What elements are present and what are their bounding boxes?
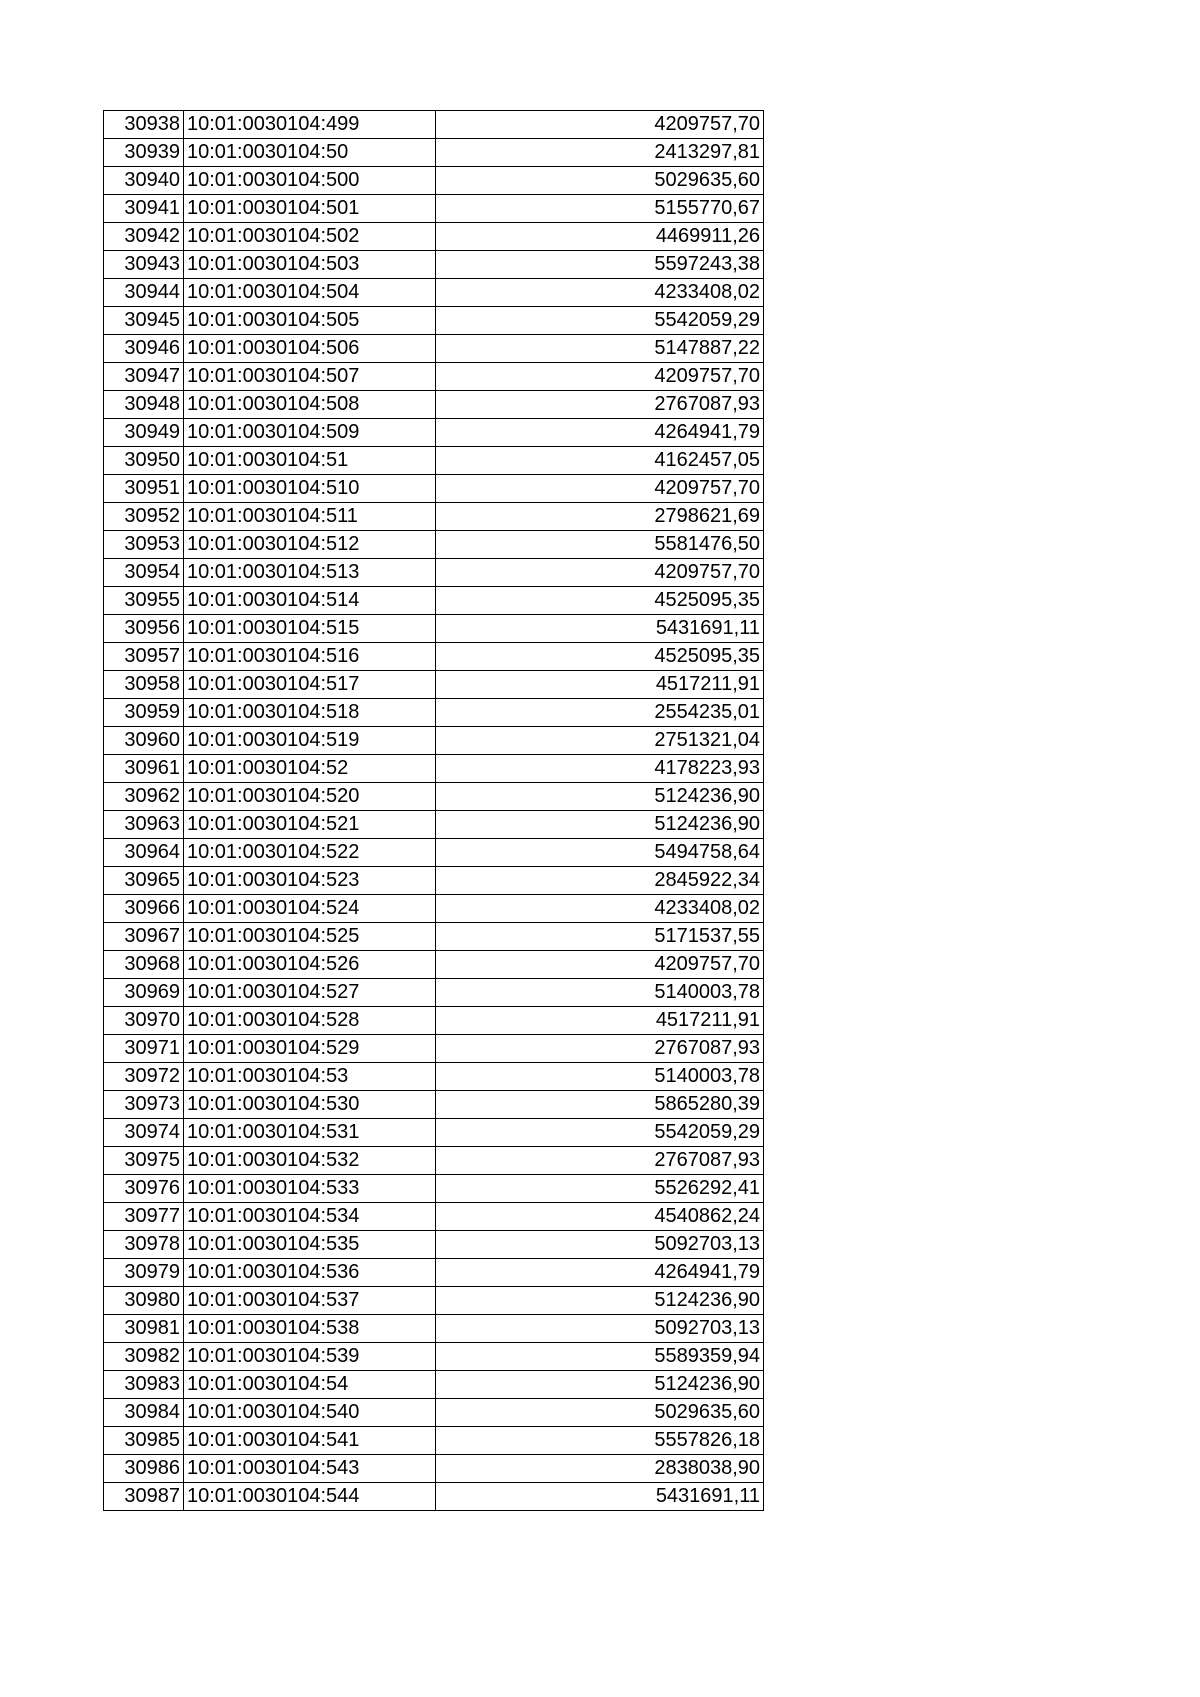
table-row [104,1287,764,1315]
table-row [104,1343,764,1371]
value-cell: 5124236,90 [436,1371,764,1399]
cadastral-number-cell: 10:01:0030104:541 [184,1427,436,1455]
cadastral-number-cell: 10:01:0030104:529 [184,1035,436,1063]
table-row [104,1007,764,1035]
value-cell: 2767087,93 [436,1035,764,1063]
cadastral-number-cell: 10:01:0030104:521 [184,811,436,839]
cadastral-number-cell: 10:01:0030104:51 [184,447,436,475]
row-number-cell: 30964 [104,839,184,867]
table-row [104,699,764,727]
row-number-cell: 30961 [104,755,184,783]
row-number-cell: 30966 [104,895,184,923]
row-number-cell: 30951 [104,475,184,503]
table-row [104,251,764,279]
row-number-cell: 30968 [104,951,184,979]
cadastral-number-cell: 10:01:0030104:518 [184,699,436,727]
cadastral-number-cell: 10:01:0030104:539 [184,1343,436,1371]
value-cell: 5431691,11 [436,1483,764,1511]
row-number-cell: 30987 [104,1483,184,1511]
cadastral-number-cell: 10:01:0030104:519 [184,727,436,755]
value-cell: 5092703,13 [436,1315,764,1343]
value-cell: 2845922,34 [436,867,764,895]
row-number-cell: 30974 [104,1119,184,1147]
value-cell: 5557826,18 [436,1427,764,1455]
table-row [104,671,764,699]
table-row [104,951,764,979]
cadastral-number-cell: 10:01:0030104:516 [184,643,436,671]
cadastral-number-cell: 10:01:0030104:501 [184,195,436,223]
table-body [104,111,764,1511]
cadastral-number-cell: 10:01:0030104:540 [184,1399,436,1427]
value-cell: 2798621,69 [436,503,764,531]
row-number-cell: 30985 [104,1427,184,1455]
value-cell: 2751321,04 [436,727,764,755]
row-number-cell: 30955 [104,587,184,615]
cadastral-number-cell: 10:01:0030104:510 [184,475,436,503]
table-row [104,1035,764,1063]
cadastral-number-cell: 10:01:0030104:52 [184,755,436,783]
cadastral-number-cell: 10:01:0030104:502 [184,223,436,251]
row-number-cell: 30948 [104,391,184,419]
value-cell: 4540862,24 [436,1203,764,1231]
cadastral-number-cell: 10:01:0030104:508 [184,391,436,419]
table-row [104,923,764,951]
value-cell: 4525095,35 [436,587,764,615]
row-number-cell: 30950 [104,447,184,475]
table-row [104,363,764,391]
row-number-cell: 30982 [104,1343,184,1371]
cadastral-number-cell: 10:01:0030104:526 [184,951,436,979]
value-cell: 4469911,26 [436,223,764,251]
table-row [104,559,764,587]
value-cell: 5494758,64 [436,839,764,867]
cadastral-number-cell: 10:01:0030104:532 [184,1147,436,1175]
value-cell: 5597243,38 [436,251,764,279]
value-cell: 4233408,02 [436,895,764,923]
row-number-cell: 30944 [104,279,184,307]
cadastral-number-cell: 10:01:0030104:522 [184,839,436,867]
value-cell: 4517211,91 [436,671,764,699]
row-number-cell: 30952 [104,503,184,531]
row-number-cell: 30986 [104,1455,184,1483]
table-row [104,1455,764,1483]
value-cell: 5581476,50 [436,531,764,559]
table-row [104,1091,764,1119]
table-row [104,391,764,419]
cadastral-number-cell: 10:01:0030104:509 [184,419,436,447]
row-number-cell: 30954 [104,559,184,587]
value-cell: 4209757,70 [436,559,764,587]
table-row [104,1371,764,1399]
row-number-cell: 30943 [104,251,184,279]
table-row [104,1259,764,1287]
row-number-cell: 30975 [104,1147,184,1175]
cadastral-number-cell: 10:01:0030104:536 [184,1259,436,1287]
table-row [104,587,764,615]
table-row [104,895,764,923]
row-number-cell: 30959 [104,699,184,727]
row-number-cell: 30953 [104,531,184,559]
row-number-cell: 30980 [104,1287,184,1315]
value-cell: 2554235,01 [436,699,764,727]
row-number-cell: 30976 [104,1175,184,1203]
table-row [104,1399,764,1427]
table-row [104,279,764,307]
table-row [104,503,764,531]
cadastral-number-cell: 10:01:0030104:507 [184,363,436,391]
value-cell: 5542059,29 [436,307,764,335]
cadastral-number-cell: 10:01:0030104:500 [184,167,436,195]
table-row [104,1203,764,1231]
table-row [104,111,764,139]
table-row [104,307,764,335]
table-row [104,223,764,251]
table-row [104,1119,764,1147]
row-number-cell: 30957 [104,643,184,671]
value-cell: 5865280,39 [436,1091,764,1119]
row-number-cell: 30972 [104,1063,184,1091]
table-row [104,139,764,167]
value-cell: 4525095,35 [436,643,764,671]
row-number-cell: 30945 [104,307,184,335]
table-row [104,1175,764,1203]
table-row [104,1315,764,1343]
table-row [104,475,764,503]
table-row [104,1147,764,1175]
table-row [104,615,764,643]
row-number-cell: 30960 [104,727,184,755]
table-row [104,727,764,755]
row-number-cell: 30977 [104,1203,184,1231]
value-cell: 2767087,93 [436,391,764,419]
cadastral-number-cell: 10:01:0030104:53 [184,1063,436,1091]
value-cell: 5526292,41 [436,1175,764,1203]
row-number-cell: 30965 [104,867,184,895]
cadastral-number-cell: 10:01:0030104:511 [184,503,436,531]
row-number-cell: 30971 [104,1035,184,1063]
cadastral-number-cell: 10:01:0030104:503 [184,251,436,279]
value-cell: 5029635,60 [436,167,764,195]
row-number-cell: 30962 [104,783,184,811]
row-number-cell: 30984 [104,1399,184,1427]
cadastral-number-cell: 10:01:0030104:499 [184,111,436,139]
row-number-cell: 30981 [104,1315,184,1343]
row-number-cell: 30938 [104,111,184,139]
row-number-cell: 30983 [104,1371,184,1399]
value-cell: 5542059,29 [436,1119,764,1147]
cadastral-number-cell: 10:01:0030104:514 [184,587,436,615]
value-cell: 5171537,55 [436,923,764,951]
cadastral-number-cell: 10:01:0030104:524 [184,895,436,923]
cadastral-number-cell: 10:01:0030104:523 [184,867,436,895]
value-cell: 2413297,81 [436,139,764,167]
value-cell: 5124236,90 [436,783,764,811]
row-number-cell: 30940 [104,167,184,195]
value-cell: 2838038,90 [436,1455,764,1483]
row-number-cell: 30963 [104,811,184,839]
value-cell: 5140003,78 [436,1063,764,1091]
table-row [104,783,764,811]
value-cell: 5124236,90 [436,811,764,839]
table-row [104,643,764,671]
row-number-cell: 30979 [104,1259,184,1287]
table-row [104,867,764,895]
value-cell: 4162457,05 [436,447,764,475]
value-cell: 4233408,02 [436,279,764,307]
value-cell: 5029635,60 [436,1399,764,1427]
row-number-cell: 30941 [104,195,184,223]
value-cell: 5147887,22 [436,335,764,363]
cadastral-number-cell: 10:01:0030104:504 [184,279,436,307]
row-number-cell: 30969 [104,979,184,1007]
cadastral-number-cell: 10:01:0030104:543 [184,1455,436,1483]
cadastral-number-cell: 10:01:0030104:50 [184,139,436,167]
table-row [104,839,764,867]
value-cell: 5155770,67 [436,195,764,223]
value-cell: 5124236,90 [436,1287,764,1315]
cadastral-number-cell: 10:01:0030104:512 [184,531,436,559]
table-row [104,979,764,1007]
value-cell: 4264941,79 [436,419,764,447]
cadastral-number-cell: 10:01:0030104:513 [184,559,436,587]
cadastral-number-cell: 10:01:0030104:506 [184,335,436,363]
cadastral-number-cell: 10:01:0030104:537 [184,1287,436,1315]
value-cell: 4264941,79 [436,1259,764,1287]
row-number-cell: 30942 [104,223,184,251]
cadastral-number-cell: 10:01:0030104:528 [184,1007,436,1035]
table-row [104,195,764,223]
value-cell: 5140003,78 [436,979,764,1007]
cadastral-number-cell: 10:01:0030104:517 [184,671,436,699]
row-number-cell: 30958 [104,671,184,699]
cadastral-number-cell: 10:01:0030104:525 [184,923,436,951]
cadastral-number-cell: 10:01:0030104:54 [184,1371,436,1399]
table-row [104,755,764,783]
value-cell: 2767087,93 [436,1147,764,1175]
table-row [104,811,764,839]
row-number-cell: 30939 [104,139,184,167]
value-cell: 4517211,91 [436,1007,764,1035]
row-number-cell: 30978 [104,1231,184,1259]
table-row [104,1231,764,1259]
value-cell: 5431691,11 [436,615,764,643]
table-row [104,1483,764,1511]
table-row [104,1063,764,1091]
value-cell: 5589359,94 [436,1343,764,1371]
row-number-cell: 30947 [104,363,184,391]
table-row [104,1427,764,1455]
cadastral-number-cell: 10:01:0030104:515 [184,615,436,643]
table-row [104,167,764,195]
table-row [104,447,764,475]
row-number-cell: 30946 [104,335,184,363]
value-cell: 4209757,70 [436,475,764,503]
row-number-cell: 30956 [104,615,184,643]
cadastral-number-cell: 10:01:0030104:533 [184,1175,436,1203]
table-row [104,531,764,559]
value-cell: 4209757,70 [436,951,764,979]
cadastral-number-cell: 10:01:0030104:535 [184,1231,436,1259]
value-cell: 4209757,70 [436,363,764,391]
row-number-cell: 30970 [104,1007,184,1035]
value-cell: 4209757,70 [436,111,764,139]
cadastral-number-cell: 10:01:0030104:531 [184,1119,436,1147]
cadastral-number-cell: 10:01:0030104:505 [184,307,436,335]
row-number-cell: 30973 [104,1091,184,1119]
row-number-cell: 30967 [104,923,184,951]
row-number-cell: 30949 [104,419,184,447]
cadastral-number-cell: 10:01:0030104:520 [184,783,436,811]
value-cell: 4178223,93 [436,755,764,783]
table-row [104,419,764,447]
data-table [103,110,764,1511]
table-row [104,335,764,363]
cadastral-number-cell: 10:01:0030104:544 [184,1483,436,1511]
cadastral-number-cell: 10:01:0030104:527 [184,979,436,1007]
cadastral-number-cell: 10:01:0030104:538 [184,1315,436,1343]
value-cell: 5092703,13 [436,1231,764,1259]
cadastral-number-cell: 10:01:0030104:534 [184,1203,436,1231]
cadastral-number-cell: 10:01:0030104:530 [184,1091,436,1119]
